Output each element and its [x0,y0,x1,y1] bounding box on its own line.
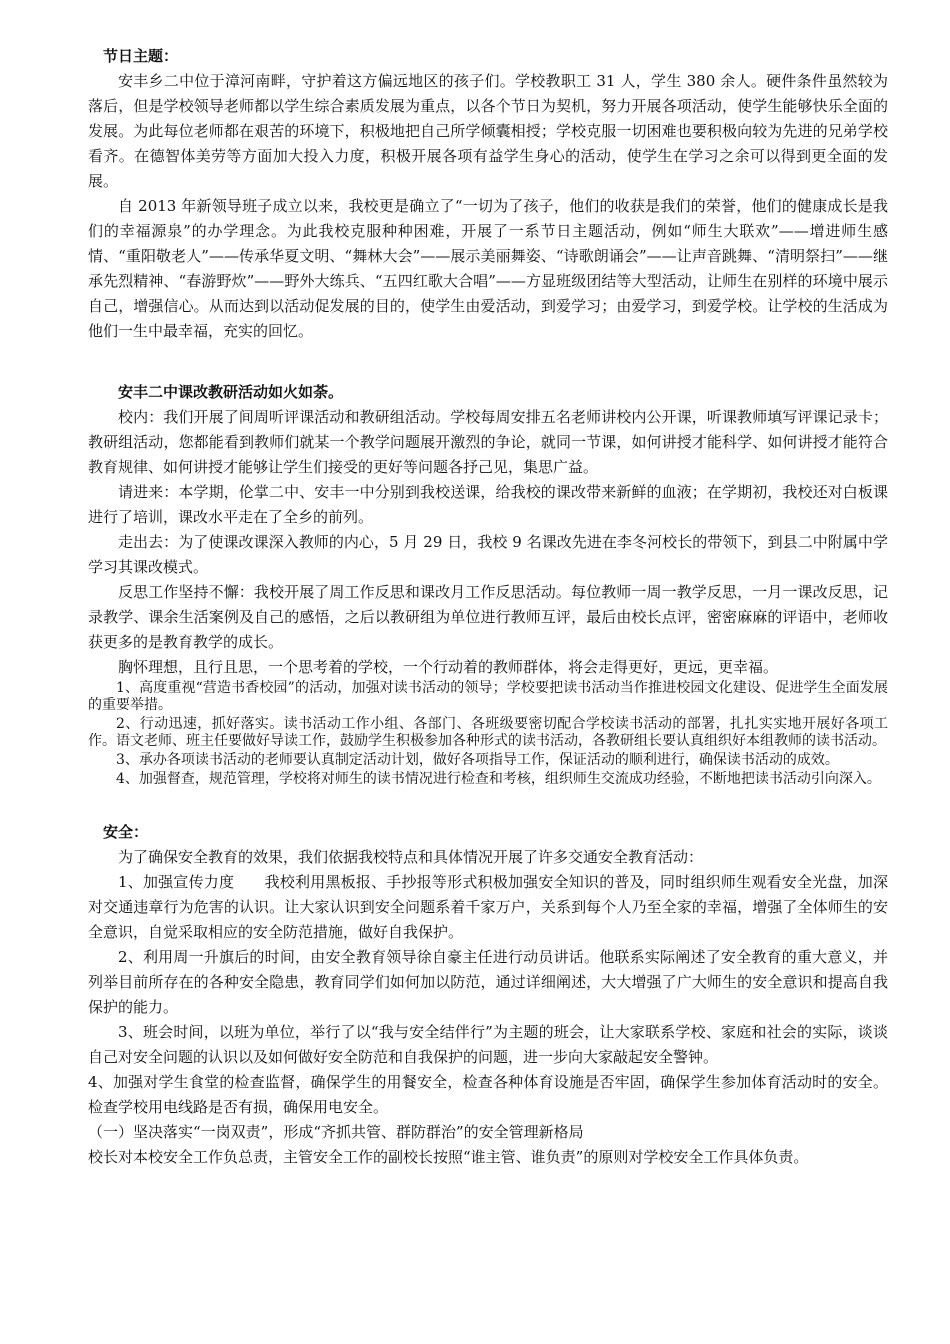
safety-heading: 安全： [103,823,149,841]
reading-item-3: 3、承办各项读书活动的老师要认真制定活动计划，做好各项指导工作，保证活动的顺利进行，确保读书活动的成效。 [116,752,839,768]
safety-intro: 为了确保安全教育的效果，我们依据我校特点和具体情况开展了许多交通安全教育活动： [118,848,704,866]
festival-section [88,44,888,344]
safety-paragraph-2: 2、利用周一升旗后的时间，由安全教育领导徐自豪主任进行动员讲话。他联系实际阐述了安全教育的重大意义，并列举目前所存在的各种安全隐患，教育同学们如何加以防范，通过详细阐述，大大增强了广大师生的安全意识和提高自我保护的能力。 [88,948,888,1016]
safety-item-4: 4、加强对学生食堂的检查监督，确保学生的用餐安全，检查各种体育设施是否牢固，确保学生参加体育活动时的安全。检查学校用电线路是否有损，确保用电安全。 [88,1073,888,1116]
festival-heading: 节日主题： [103,47,179,65]
safety-subheading: （一）坚决落实“一岗双责”，形成“齐抓共管、群防群治”的安全管理新格局 [88,1123,584,1141]
research-section [88,380,888,788]
research-paragraph-4: 反思工作坚持不懈：我校开展了周工作反思和课改月工作反思活动。每位教师一周一教学反思，一月一课改反思，记录教学、课余生活案例及自己的感悟，之后以教研组为单位进行教师互评，最后由校长点评，密密麻麻的评语中，老师收获更多的是教育教学的成长。 [88,583,888,651]
reading-item-4: 4、加强督查，规范管理，学校将对师生的读书情况进行检查和考核，组织师生交流成功经验，不断地把读书活动引向深入。 [116,771,881,787]
research-paragraph-1: 校内：我们开展了间周听评课活动和教研组活动。学校每周安排五名老师讲校内公开课，听课教师填写评课记录卡；教研组活动，您都能看到教师们就某一个教学问题展开激烈的争论，就同一节课，如何讲授才能科学、如何讲授才能符合教育规律、如何讲授才能够让学生们接受的更好等问题各抒己见，集思广益。 [88,408,888,476]
research-paragraph-2: 请进来：本学期，伦掌二中、安丰一中分别到我校送课，给我校的课改带来新鲜的血液；在学期初，我校还对白板课进行了培训，课改水平走在了全乡的前列。 [88,483,888,526]
document-page [88,44,888,1170]
research-heading: 安丰二中课改教研活动如火如荼。 [118,383,344,401]
reading-item-2: 2、行动迅速，抓好落实。读书活动工作小组、各部门、各班级要密切配合学校读书活动的部署，扎扎实实地开展好各项工作。语文老师、班主任要做好导读工作，鼓励学生积极参加各种形式的读书活动，各教研组长要认真组织好本组教师的读书活动。 [88,716,888,749]
safety-paragraph-3: 3、班会时间，以班为单位，举行了以“我与安全结伴行”为主题的班会，让大家联系学校、家庭和社会的实际，谈谈自己对安全问题的认识以及如何做好安全防范和自我保护的问题，进一步向大家敲起安全警钟。 [88,1023,888,1066]
festival-paragraph-2: 自 2013 年新领导班子成立以来，我校更是确立了“一切为了孩子，他们的收获是我们的荣誉，他们的健康成长是我们的幸福源泉”的办学理念。为此我校克服种种困难，开展了一系节日主题活动，例如“师生大联欢”——增进师生感情、“重阳敬老人”——传承华夏文明、“舞林大会”——展示美丽舞姿、“诗歌朗诵会”——让声音跳舞、“清明祭扫”——继承先烈精神、“春游野炊”——野外大练兵、“五四红歌大合唱”——方显班级团结等大型活动，让师生在别样的环境中展示自己，增强信心。从而达到以活动促发展的目的，使学生由爱活动，到爱学习；由爱学习，到爱学校。让学校的生活成为他们一生中最幸福，充实的回忆。 [88,197,888,340]
safety-last-paragraph: 校长对本校安全工作负总责，主管安全工作的副校长按照“谁主管、谁负责”的原则对学校安全工作具体负责。 [88,1148,809,1166]
research-paragraph-5: 胸怀理想，且行且思，一个思考着的学校，一个行动着的教师群体，将会走得更好，更远，更幸福。 [118,658,779,676]
safety-paragraph-1: 1、加强宣传力度 我校利用黑板报、手抄报等形式积极加强安全知识的普及，同时组织师生观看安全光盘，加深对交通违章行为危害的认识。让大家认识到安全问题系着千家万户，关系到每个人乃至全家的幸福，增强了全体师生的安全意识，自觉采取相应的安全防范措施，做好自我保护。 [88,873,888,941]
festival-paragraph-1: 安丰乡二中位于漳河南畔，守护着这方偏远地区的孩子们。学校教职工 31 人，学生 380 余人。硬件条件虽然较为落后，但是学校领导老师都以学生综合素质发展为重点，以各个节日为契机，努力开展各项活动，使学生能够快乐全面的发展。为此每位老师都在艰苦的环境下，积极地把自己所学倾囊相授；学校克服一切困难也要积极向较为先进的兄弟学校看齐。在德智体美劳等方面加大投入力度，积极开展各项有益学生身心的活动，使学生在学习之余可以得到更全面的发展。 [88,72,888,190]
safety-section [88,820,888,1170]
reading-item-1: 1、高度重视“营造书香校园”的活动，加强对读书活动的领导；学校要把读书活动当作推进校园文化建设、促进学生全面发展的重要举措。 [88,680,888,713]
research-paragraph-3: 走出去：为了使课改课深入教师的内心，5 月 29 日，我校 9 名课改先进在李冬河校长的带领下，到县二中附属中学学习其课改模式。 [88,533,888,576]
